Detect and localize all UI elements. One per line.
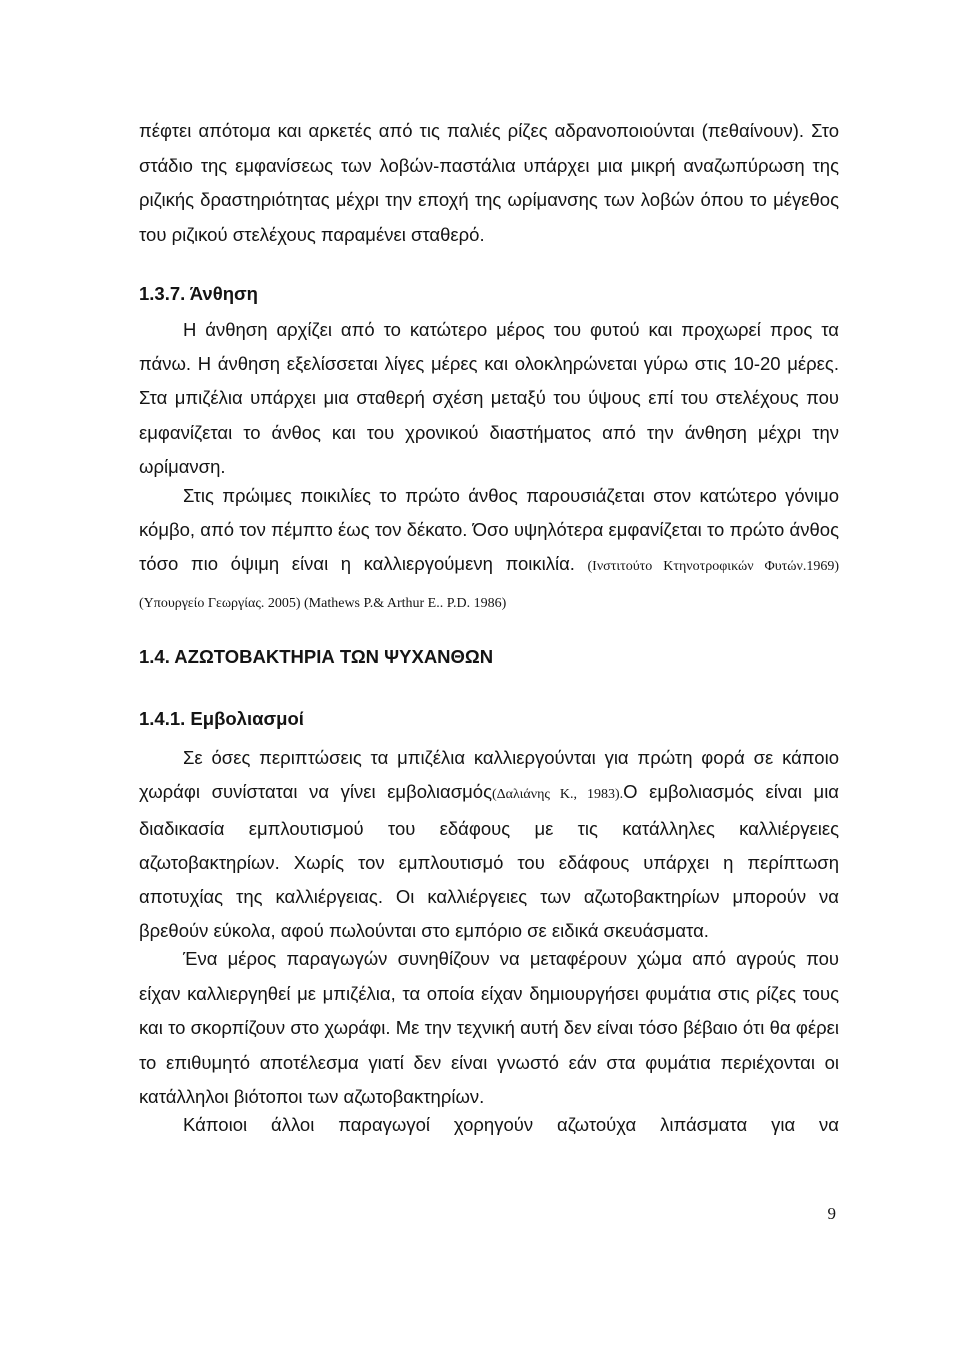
section-heading-inoculation: 1.4.1. Εμβολιασμοί — [139, 708, 304, 729]
paragraph-text: Σε όσες περιπτώσεις τα μπιζέλια καλλιεργούνται για πρώτη φορά σε κάποιο χωράφι συνίσταται να γίνει εμβολιασμός — [139, 747, 839, 803]
section-heading-flowering: 1.3.7. Άνθηση — [139, 283, 258, 304]
paragraph-soil-transfer: Ένα μέρος παραγωγών συνηθίζουν να μεταφέρουν χώμα από αγρούς που είχαν καλλιεργηθεί με μπιζέλια, τα οποία είχαν δημιουργήσει φυμάτια στις ρίζες τους και το σκορπίζουν στο χωράφι. Με την τεχνική αυτή δεν είναι τόσο βέβαιο ότι θα φέρει το επιθυμητό αποτέλεσμα γιατί δεν είναι γνωστό εάν στα φυμάτια περιέχονται οι κατάλληλοι βιότοποι των αζωτοβακτηρίων. — [139, 948, 839, 1107]
paragraph-early-varieties — [139, 479, 839, 621]
citation: (Δαλιάνης Κ., 1983). — [492, 787, 624, 803]
chapter-heading-nitrogen-bacteria: 1.4. ΑΖΩΤΟΒΑΚΤΗΡΙΑ ΤΩΝ ΨΥΧΑΝΘΩΝ — [139, 646, 494, 667]
paragraph-flowering: Η άνθηση αρχίζει από το κατώτερο μέρος του φυτού και προχωρεί προς τα πάνω. Η άνθηση εξελίσσεται λίγες μέρες και ολοκληρώνεται γύρω στις 10-20 μέρες. Στα μπιζέλια υπάρχει μια σταθερή σχέση μεταξύ του ύψους επί του στελέχους που εμφανίζεται το άνθος και του χρονικού διαστήματος από την άνθηση μέχρι την ωρίμανση. — [139, 319, 839, 477]
page-number: 9 — [827, 1204, 836, 1223]
paragraph-root-activity: πέφτει απότομα και αρκετές από τις παλιές ρίζες αδρανοποιούνται (πεθαίνουν). Στο στάδιο της εμφανίσεως των λοβών-παστάλια υπάρχει μια μικρή αναζωπύρωση της ριζικής δραστηριότητας μέχρι την εποχή της ωρίμανσης των λοβών όπου το μέγεθος του ριζικού στελέχους παραμένει σταθερό. — [139, 120, 839, 246]
citation: (Ινστιτούτο Κτηνοτροφικών Φυτών.1969) (Υπουργείο Γεωργίας. 2005) (Mathews P.& Arthur E.. P.D. 1986) — [139, 559, 839, 611]
paragraph-text: Στις πρώιμες ποικιλίες το πρώτο άνθος παρουσιάζεται στον κατώτερο γόνιμο κόμβο, από τον πέμπτο έως τον δέκατο. Όσο υψηλότερα εμφανίζεται το πρώτο άνθος τόσο πιο όψιμη είναι η καλλιεργούμενη ποικιλία. — [139, 485, 839, 574]
paragraph-fertilizers: Κάποιοι άλλοι παραγωγοί χορηγούν αζωτούχα λιπάσματα για να — [183, 1114, 839, 1135]
paragraph-inoculation — [139, 741, 839, 949]
paragraph-text-continued: Ο εμβολιασμός είναι μια διαδικασία εμπλουτισμού του εδάφους με τις κατάλληλες καλλιέργειες αζωτοβακτηρίων. Χωρίς τον εμπλουτισμό του εδάφους υπάρχει η περίπτωση αποτυχίας της καλλιέργειας. Οι καλλιέργειες των αζωτοβακτηρίων μπορούν να βρεθούν εύκολα, αφού πωλούνται στο εμπόριο σε ειδικά σκευάσματα. — [139, 781, 840, 942]
